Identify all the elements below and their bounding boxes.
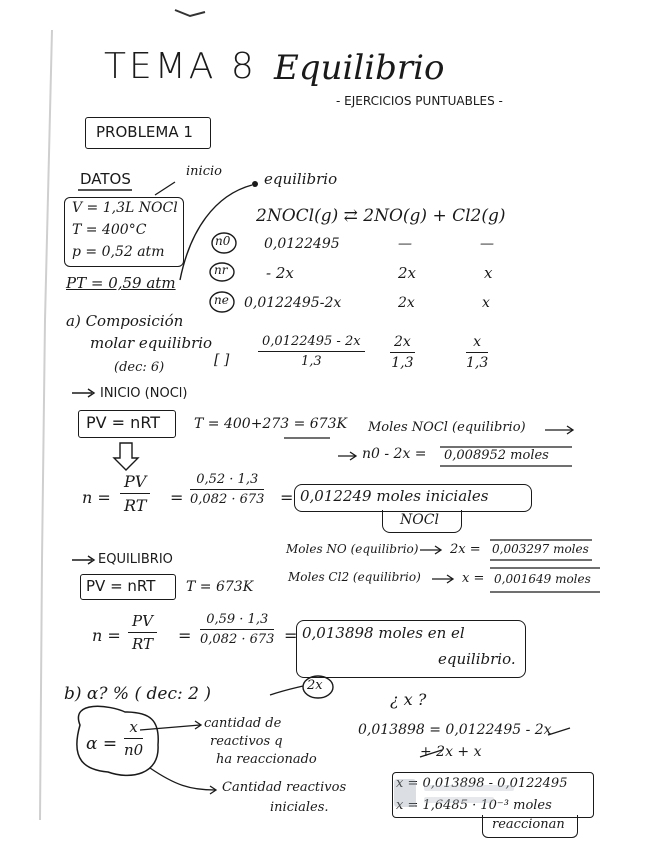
initial-moles-value: 0,012249 moles iniciales xyxy=(300,487,489,505)
conc-cl2-den: 1,3 xyxy=(466,355,489,371)
conc-nocl xyxy=(258,334,365,369)
nr-no: 2x xyxy=(398,264,417,282)
n-lhs-2: n = xyxy=(92,626,121,645)
alpha-fraction xyxy=(124,718,143,759)
conc-cl2-num: x xyxy=(466,334,488,353)
moles-no-expr: 2x = xyxy=(450,542,481,557)
conc-no-den: 1,3 xyxy=(391,355,414,371)
moles-nocl-value: 0,008952 moles xyxy=(444,448,549,463)
frac-values-1 xyxy=(190,472,264,507)
frac-pv-rt-1-den: RT xyxy=(123,496,147,515)
equilibrio-arrow-dot xyxy=(252,181,258,187)
datos-pressure: p = 0,52 atm xyxy=(72,244,165,260)
n0-cl2: — xyxy=(480,236,494,252)
page-edge-line xyxy=(40,30,52,820)
solve-line-1: 0,013898 = 0,0122495 - 2x xyxy=(358,722,552,738)
inicio-label: inicio xyxy=(186,164,222,179)
problem-label: PROBLEMA 1 xyxy=(96,123,193,141)
conc-no xyxy=(390,334,415,371)
conc-no-num: 2x xyxy=(390,334,415,353)
tema-number: TEMA 8 xyxy=(104,46,257,87)
part-a-title: a) Composición xyxy=(66,312,184,330)
alpha-lhs: α = xyxy=(86,734,118,754)
note-initial-1: Cantidad reactivos xyxy=(222,780,347,795)
moles-no-value: 0,003297 moles xyxy=(492,542,589,556)
nr-nocl: - 2x xyxy=(266,264,294,282)
frac-values-1-num: 0,52 · 1,3 xyxy=(190,472,264,490)
pv-nrt-formula-2: PV = nRT xyxy=(86,577,156,595)
pdf-watermark-icon xyxy=(392,775,522,815)
reaction-equation: 2NOCl(g) ⇄ 2NO(g) + Cl2(g) xyxy=(256,206,506,226)
reacted-arrow xyxy=(140,725,200,730)
note-initial-2: iniciales. xyxy=(270,800,329,815)
datos-total-pressure: PT = 0,59 atm xyxy=(66,274,176,292)
note-reacted-3: ha reaccionado xyxy=(216,752,317,767)
equals-sign-4: = xyxy=(284,626,298,645)
moles-cl2-value: 0,001649 moles xyxy=(494,572,591,586)
n-lhs-1: n = xyxy=(82,488,111,507)
frac-pv-rt-1-num: PV xyxy=(120,472,150,494)
frac-values-2-num: 0,59 · 1,3 xyxy=(200,612,274,630)
temperature-2: T = 673K xyxy=(186,579,254,595)
ne-cl2: x xyxy=(482,295,490,311)
equilibrio-heading: EQUILIBRIO xyxy=(98,552,173,567)
frac-values-2-den: 0,082 · 673 xyxy=(200,632,275,647)
eq-moles-value: 0,013898 moles en el xyxy=(302,624,465,642)
temperature-calc: T = 400+273 = 673K xyxy=(194,416,347,432)
conc-bracket: [ ] xyxy=(214,352,230,368)
row-label-nr: nr xyxy=(214,263,228,277)
datos-temperature: T = 400°C xyxy=(72,222,147,238)
datos-title: DATOS xyxy=(80,170,131,188)
question-x: ¿ x ? xyxy=(390,690,427,709)
nr-cl2: x xyxy=(484,264,493,282)
frac-values-2 xyxy=(200,612,274,647)
solve-line-3: x = 0,013898 - 0,0122495 xyxy=(396,776,568,791)
ne-no: 2x xyxy=(398,295,415,311)
part-b-title: b) α? % ( dec: 2 ) xyxy=(64,684,211,704)
pv-nrt-formula: PV = nRT xyxy=(86,413,161,432)
ne-nocl: 0,0122495-2x xyxy=(244,295,342,311)
equilibrio-label: equilibrio xyxy=(264,170,338,188)
datos-volume: V = 1,3L NOCl xyxy=(72,200,178,216)
conc-cl2 xyxy=(466,334,488,371)
initial-arrow xyxy=(150,768,215,790)
note-reacted-1: cantidad de xyxy=(204,716,282,731)
frac-pv-rt-2-num: PV xyxy=(128,612,157,633)
moles-cl2-label: Moles Cl2 (equilibrio) xyxy=(288,570,421,584)
conc-nocl-den: 1,3 xyxy=(300,354,322,369)
inicio-arrow xyxy=(155,182,175,195)
n0-nocl: 0,0122495 xyxy=(264,236,340,252)
moles-nocl-label: Moles NOCl (equilibrio) xyxy=(368,420,526,435)
alpha-den: n0 xyxy=(124,741,144,759)
down-arrow xyxy=(114,443,138,470)
conc-nocl-num: 0,0122495 - 2x xyxy=(258,334,365,352)
equals-sign-2: = xyxy=(280,488,294,507)
frac-pv-rt-2-den: RT xyxy=(131,635,153,653)
moles-cl2-expr: x = xyxy=(462,571,485,586)
frac-pv-rt-2 xyxy=(128,612,157,653)
frac-pv-rt-1 xyxy=(120,472,150,515)
moles-no-label: Moles NO (equilibrio) xyxy=(286,542,419,556)
initial-moles-species: NOCl xyxy=(400,512,439,528)
note-reacted-2: reactivos q xyxy=(210,734,283,749)
row-label-ne: ne xyxy=(214,293,229,307)
equals-sign-3: = xyxy=(178,626,192,645)
alpha-num: x xyxy=(124,718,143,739)
part-a-subtitle: molar equilibrio xyxy=(90,334,213,352)
row-label-n0: n0 xyxy=(215,234,231,248)
n0-no: — xyxy=(398,236,412,252)
frac-values-1-den: 0,082 · 673 xyxy=(190,492,265,507)
solve-line-4: x = 1,6485 · 10⁻³ moles xyxy=(396,798,552,813)
eq-moles-value-2: equilibrio. xyxy=(438,650,516,668)
inicio-heading: INICIO (NOCl) xyxy=(100,386,188,401)
page-title: Equilibrio xyxy=(274,48,445,88)
solve-line-5: reaccionan xyxy=(492,817,565,832)
equals-sign-1: = xyxy=(170,488,184,507)
circle-2x-label: 2x xyxy=(307,678,323,693)
top-scribble xyxy=(175,10,205,16)
solve-line-2: + 2x + x xyxy=(420,744,482,760)
page-subtitle: - EJERCICIOS PUNTUABLES - xyxy=(336,94,503,108)
part-a-decimals: (dec: 6) xyxy=(114,360,165,375)
moles-nocl-expr: n0 - 2x = xyxy=(362,446,427,462)
